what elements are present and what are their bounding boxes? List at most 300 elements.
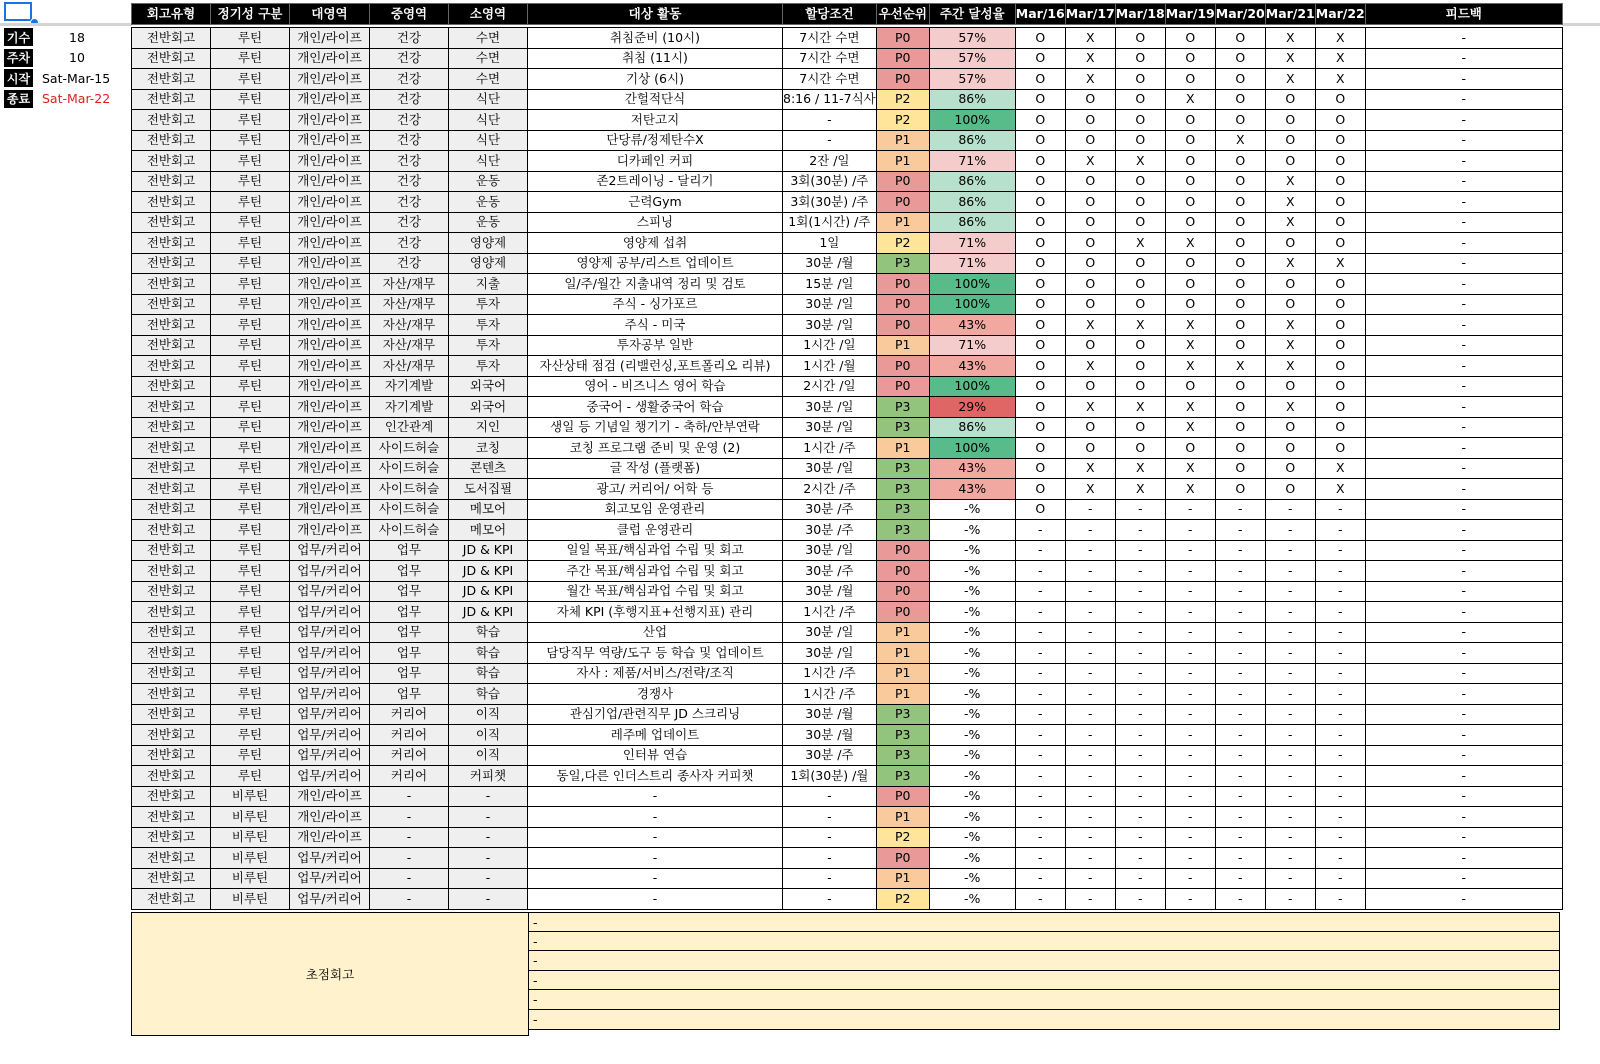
- day-cell[interactable]: X: [1315, 28, 1365, 49]
- day-cell[interactable]: -: [1015, 561, 1065, 582]
- activity-cell[interactable]: -: [528, 889, 783, 910]
- day-cell[interactable]: O: [1265, 151, 1315, 172]
- regularity-cell[interactable]: 비루틴: [211, 868, 290, 889]
- regularity-cell[interactable]: 루틴: [211, 274, 290, 295]
- condition-cell[interactable]: 30분 /월: [783, 253, 877, 274]
- major-area-cell[interactable]: 개인/라이프: [290, 315, 370, 336]
- activity-cell[interactable]: 생일 등 기념일 챙기기 - 축하/안부연락: [528, 417, 783, 438]
- feedback-cell[interactable]: -: [1365, 745, 1562, 766]
- mid-area-cell[interactable]: 자산/재무: [370, 294, 449, 315]
- regularity-cell[interactable]: 루틴: [211, 540, 290, 561]
- header-col-regularity[interactable]: 정기성 구분: [211, 4, 290, 25]
- major-area-cell[interactable]: 개인/라이프: [290, 786, 370, 807]
- condition-cell[interactable]: 2시간 /일: [783, 376, 877, 397]
- day-cell[interactable]: O: [1115, 69, 1165, 90]
- condition-cell[interactable]: 1일: [783, 233, 877, 254]
- day-cell[interactable]: -: [1015, 848, 1065, 869]
- day-cell[interactable]: -: [1115, 684, 1165, 705]
- priority-cell[interactable]: P1: [876, 643, 929, 664]
- activity-cell[interactable]: 동일,다른 인더스트리 종사자 커피챗: [528, 766, 783, 787]
- condition-cell[interactable]: 7시간 수면: [783, 48, 877, 69]
- feedback-cell[interactable]: -: [1365, 663, 1562, 684]
- day-cell[interactable]: O: [1215, 315, 1265, 336]
- regularity-cell[interactable]: 루틴: [211, 89, 290, 110]
- day-cell[interactable]: O: [1015, 130, 1065, 151]
- day-cell[interactable]: O: [1265, 130, 1315, 151]
- type-cell[interactable]: 전반회고: [132, 335, 211, 356]
- type-cell[interactable]: 전반회고: [132, 663, 211, 684]
- mid-area-cell[interactable]: 건강: [370, 28, 449, 49]
- regularity-cell[interactable]: 루틴: [211, 376, 290, 397]
- day-cell[interactable]: O: [1115, 130, 1165, 151]
- mid-area-cell[interactable]: 사이드허슬: [370, 479, 449, 500]
- day-cell[interactable]: O: [1015, 171, 1065, 192]
- weekly-rate-cell[interactable]: 86%: [929, 130, 1015, 151]
- day-cell[interactable]: -: [1015, 889, 1065, 910]
- minor-area-cell[interactable]: 투자: [449, 356, 528, 377]
- day-cell[interactable]: -: [1165, 520, 1215, 541]
- major-area-cell[interactable]: 업무/커리어: [290, 581, 370, 602]
- activity-cell[interactable]: -: [528, 848, 783, 869]
- condition-cell[interactable]: -: [783, 868, 877, 889]
- day-cell[interactable]: -: [1215, 540, 1265, 561]
- day-cell[interactable]: -: [1015, 745, 1065, 766]
- day-cell[interactable]: O: [1015, 417, 1065, 438]
- minor-area-cell[interactable]: 학습: [449, 643, 528, 664]
- feedback-cell[interactable]: -: [1365, 89, 1562, 110]
- day-cell[interactable]: -: [1315, 889, 1365, 910]
- minor-area-cell[interactable]: 메모어: [449, 499, 528, 520]
- type-cell[interactable]: 전반회고: [132, 356, 211, 377]
- day-cell[interactable]: O: [1215, 69, 1265, 90]
- weekly-rate-cell[interactable]: -%: [929, 848, 1015, 869]
- major-area-cell[interactable]: 개인/라이프: [290, 110, 370, 131]
- priority-cell[interactable]: P3: [876, 458, 929, 479]
- minor-area-cell[interactable]: 수면: [449, 48, 528, 69]
- mid-area-cell[interactable]: 건강: [370, 69, 449, 90]
- priority-cell[interactable]: P0: [876, 274, 929, 295]
- condition-cell[interactable]: 30분 /월: [783, 725, 877, 746]
- major-area-cell[interactable]: 개인/라이프: [290, 274, 370, 295]
- day-cell[interactable]: -: [1265, 684, 1315, 705]
- major-area-cell[interactable]: 업무/커리어: [290, 725, 370, 746]
- mid-area-cell[interactable]: 건강: [370, 192, 449, 213]
- day-cell[interactable]: -: [1315, 663, 1365, 684]
- mid-area-cell[interactable]: 업무: [370, 622, 449, 643]
- day-cell[interactable]: -: [1265, 827, 1315, 848]
- day-cell[interactable]: X: [1065, 479, 1115, 500]
- day-cell[interactable]: O: [1315, 315, 1365, 336]
- day-cell[interactable]: -: [1215, 807, 1265, 828]
- day-cell[interactable]: O: [1165, 110, 1215, 131]
- day-cell[interactable]: X: [1065, 69, 1115, 90]
- mid-area-cell[interactable]: -: [370, 827, 449, 848]
- day-cell[interactable]: O: [1115, 89, 1165, 110]
- major-area-cell[interactable]: 개인/라이프: [290, 89, 370, 110]
- condition-cell[interactable]: 30분 /일: [783, 294, 877, 315]
- day-cell[interactable]: O: [1215, 110, 1265, 131]
- day-cell[interactable]: X: [1065, 315, 1115, 336]
- type-cell[interactable]: 전반회고: [132, 89, 211, 110]
- regularity-cell[interactable]: 루틴: [211, 704, 290, 725]
- day-cell[interactable]: O: [1015, 356, 1065, 377]
- day-cell[interactable]: O: [1215, 479, 1265, 500]
- day-cell[interactable]: O: [1015, 315, 1065, 336]
- day-cell[interactable]: -: [1315, 540, 1365, 561]
- weekly-rate-cell[interactable]: 43%: [929, 458, 1015, 479]
- major-area-cell[interactable]: 업무/커리어: [290, 848, 370, 869]
- activity-cell[interactable]: 취침준비 (10시): [528, 28, 783, 49]
- feedback-cell[interactable]: -: [1365, 479, 1562, 500]
- priority-cell[interactable]: P2: [876, 889, 929, 910]
- priority-cell[interactable]: P2: [876, 110, 929, 131]
- major-area-cell[interactable]: 업무/커리어: [290, 868, 370, 889]
- major-area-cell[interactable]: 개인/라이프: [290, 130, 370, 151]
- major-area-cell[interactable]: 업무/커리어: [290, 684, 370, 705]
- day-cell[interactable]: O: [1165, 192, 1215, 213]
- day-cell[interactable]: -: [1115, 725, 1165, 746]
- regularity-cell[interactable]: 루틴: [211, 233, 290, 254]
- day-cell[interactable]: -: [1315, 704, 1365, 725]
- day-cell[interactable]: -: [1065, 827, 1115, 848]
- header-col-type[interactable]: 회고유형: [132, 4, 211, 25]
- activity-cell[interactable]: 주간 목표/핵심과업 수립 및 회고: [528, 561, 783, 582]
- day-cell[interactable]: O: [1265, 233, 1315, 254]
- regularity-cell[interactable]: 루틴: [211, 643, 290, 664]
- day-cell[interactable]: O: [1065, 417, 1115, 438]
- type-cell[interactable]: 전반회고: [132, 889, 211, 910]
- day-cell[interactable]: -: [1315, 643, 1365, 664]
- feedback-cell[interactable]: -: [1365, 171, 1562, 192]
- mid-area-cell[interactable]: 건강: [370, 151, 449, 172]
- info-value[interactable]: 18: [69, 29, 85, 45]
- day-cell[interactable]: X: [1115, 397, 1165, 418]
- day-cell[interactable]: O: [1065, 192, 1115, 213]
- condition-cell[interactable]: 3회(30분) /주: [783, 171, 877, 192]
- day-cell[interactable]: O: [1265, 417, 1315, 438]
- day-cell[interactable]: -: [1065, 725, 1115, 746]
- condition-cell[interactable]: 1회(30분) /월: [783, 766, 877, 787]
- day-cell[interactable]: O: [1015, 110, 1065, 131]
- day-cell[interactable]: O: [1115, 253, 1165, 274]
- day-cell[interactable]: X: [1265, 192, 1315, 213]
- type-cell[interactable]: 전반회고: [132, 253, 211, 274]
- header-col-mar17[interactable]: Mar/17: [1065, 4, 1115, 25]
- type-cell[interactable]: 전반회고: [132, 397, 211, 418]
- condition-cell[interactable]: 7시간 수면: [783, 28, 877, 49]
- day-cell[interactable]: -: [1215, 725, 1265, 746]
- type-cell[interactable]: 전반회고: [132, 151, 211, 172]
- day-cell[interactable]: -: [1265, 561, 1315, 582]
- priority-cell[interactable]: P3: [876, 766, 929, 787]
- activity-cell[interactable]: 클럽 운영관리: [528, 520, 783, 541]
- feedback-cell[interactable]: -: [1365, 602, 1562, 623]
- minor-area-cell[interactable]: 도서집필: [449, 479, 528, 500]
- day-cell[interactable]: -: [1265, 807, 1315, 828]
- weekly-rate-cell[interactable]: -%: [929, 643, 1015, 664]
- day-cell[interactable]: X: [1165, 89, 1215, 110]
- regularity-cell[interactable]: 루틴: [211, 356, 290, 377]
- regularity-cell[interactable]: 루틴: [211, 622, 290, 643]
- activity-cell[interactable]: 기상 (6시): [528, 69, 783, 90]
- day-cell[interactable]: -: [1115, 848, 1165, 869]
- day-cell[interactable]: O: [1315, 397, 1365, 418]
- header-col-major-area[interactable]: 대영역: [290, 4, 370, 25]
- type-cell[interactable]: 전반회고: [132, 643, 211, 664]
- day-cell[interactable]: X: [1265, 253, 1315, 274]
- day-cell[interactable]: O: [1215, 212, 1265, 233]
- minor-area-cell[interactable]: 투자: [449, 315, 528, 336]
- activity-cell[interactable]: 주식 - 싱가포르: [528, 294, 783, 315]
- weekly-rate-cell[interactable]: -%: [929, 581, 1015, 602]
- mid-area-cell[interactable]: 자산/재무: [370, 274, 449, 295]
- feedback-cell[interactable]: -: [1365, 212, 1562, 233]
- day-cell[interactable]: X: [1165, 233, 1215, 254]
- day-cell[interactable]: -: [1065, 602, 1115, 623]
- regularity-cell[interactable]: 루틴: [211, 766, 290, 787]
- day-cell[interactable]: X: [1265, 335, 1315, 356]
- mid-area-cell[interactable]: 커리어: [370, 725, 449, 746]
- day-cell[interactable]: -: [1165, 848, 1215, 869]
- feedback-cell[interactable]: -: [1365, 704, 1562, 725]
- mid-area-cell[interactable]: 커리어: [370, 766, 449, 787]
- mid-area-cell[interactable]: -: [370, 868, 449, 889]
- day-cell[interactable]: -: [1065, 643, 1115, 664]
- focus-line[interactable]: -: [528, 1010, 1560, 1030]
- minor-area-cell[interactable]: JD & KPI: [449, 581, 528, 602]
- condition-cell[interactable]: 1시간 /주: [783, 684, 877, 705]
- type-cell[interactable]: 전반회고: [132, 315, 211, 336]
- type-cell[interactable]: 전반회고: [132, 233, 211, 254]
- feedback-cell[interactable]: -: [1365, 110, 1562, 131]
- day-cell[interactable]: X: [1065, 28, 1115, 49]
- mid-area-cell[interactable]: 자산/재무: [370, 356, 449, 377]
- day-cell[interactable]: -: [1065, 704, 1115, 725]
- major-area-cell[interactable]: 개인/라이프: [290, 48, 370, 69]
- day-cell[interactable]: X: [1265, 69, 1315, 90]
- priority-cell[interactable]: P0: [876, 540, 929, 561]
- day-cell[interactable]: -: [1015, 622, 1065, 643]
- day-cell[interactable]: O: [1315, 212, 1365, 233]
- regularity-cell[interactable]: 루틴: [211, 520, 290, 541]
- regularity-cell[interactable]: 루틴: [211, 417, 290, 438]
- day-cell[interactable]: X: [1315, 253, 1365, 274]
- condition-cell[interactable]: 1시간 /주: [783, 663, 877, 684]
- type-cell[interactable]: 전반회고: [132, 786, 211, 807]
- day-cell[interactable]: -: [1065, 848, 1115, 869]
- day-cell[interactable]: -: [1165, 786, 1215, 807]
- feedback-cell[interactable]: -: [1365, 786, 1562, 807]
- condition-cell[interactable]: 30분 /일: [783, 417, 877, 438]
- day-cell[interactable]: X: [1265, 28, 1315, 49]
- regularity-cell[interactable]: 루틴: [211, 253, 290, 274]
- day-cell[interactable]: O: [1115, 28, 1165, 49]
- minor-area-cell[interactable]: 영양제: [449, 253, 528, 274]
- day-cell[interactable]: -: [1265, 704, 1315, 725]
- day-cell[interactable]: -: [1015, 725, 1065, 746]
- day-cell[interactable]: X: [1315, 479, 1365, 500]
- day-cell[interactable]: X: [1265, 315, 1315, 336]
- mid-area-cell[interactable]: 커리어: [370, 745, 449, 766]
- condition-cell[interactable]: -: [783, 889, 877, 910]
- regularity-cell[interactable]: 루틴: [211, 110, 290, 131]
- condition-cell[interactable]: -: [783, 827, 877, 848]
- day-cell[interactable]: O: [1065, 89, 1115, 110]
- day-cell[interactable]: O: [1315, 151, 1365, 172]
- weekly-rate-cell[interactable]: -%: [929, 561, 1015, 582]
- feedback-cell[interactable]: -: [1365, 233, 1562, 254]
- minor-area-cell[interactable]: 영양제: [449, 233, 528, 254]
- day-cell[interactable]: O: [1165, 376, 1215, 397]
- day-cell[interactable]: -: [1165, 622, 1215, 643]
- day-cell[interactable]: -: [1215, 848, 1265, 869]
- regularity-cell[interactable]: 루틴: [211, 315, 290, 336]
- header-col-mar20[interactable]: Mar/20: [1215, 4, 1265, 25]
- mid-area-cell[interactable]: 사이드허슬: [370, 520, 449, 541]
- condition-cell[interactable]: 2잔 /일: [783, 151, 877, 172]
- condition-cell[interactable]: 1시간 /월: [783, 356, 877, 377]
- regularity-cell[interactable]: 루틴: [211, 335, 290, 356]
- condition-cell[interactable]: 30분 /일: [783, 643, 877, 664]
- day-cell[interactable]: O: [1065, 110, 1115, 131]
- day-cell[interactable]: O: [1115, 48, 1165, 69]
- day-cell[interactable]: O: [1265, 479, 1315, 500]
- priority-cell[interactable]: P0: [876, 171, 929, 192]
- day-cell[interactable]: -: [1115, 602, 1165, 623]
- day-cell[interactable]: -: [1265, 622, 1315, 643]
- major-area-cell[interactable]: 개인/라이프: [290, 499, 370, 520]
- day-cell[interactable]: O: [1015, 28, 1065, 49]
- day-cell[interactable]: -: [1015, 766, 1065, 787]
- weekly-rate-cell[interactable]: 100%: [929, 110, 1015, 131]
- day-cell[interactable]: -: [1115, 704, 1165, 725]
- day-cell[interactable]: X: [1115, 233, 1165, 254]
- condition-cell[interactable]: 1시간 /일: [783, 335, 877, 356]
- day-cell[interactable]: -: [1265, 643, 1315, 664]
- major-area-cell[interactable]: 업무/커리어: [290, 561, 370, 582]
- day-cell[interactable]: -: [1165, 684, 1215, 705]
- day-cell[interactable]: O: [1315, 438, 1365, 459]
- day-cell[interactable]: O: [1215, 253, 1265, 274]
- activity-cell[interactable]: -: [528, 868, 783, 889]
- day-cell[interactable]: -: [1165, 725, 1215, 746]
- day-cell[interactable]: -: [1165, 827, 1215, 848]
- type-cell[interactable]: 전반회고: [132, 294, 211, 315]
- day-cell[interactable]: O: [1265, 376, 1315, 397]
- major-area-cell[interactable]: 개인/라이프: [290, 212, 370, 233]
- weekly-rate-cell[interactable]: -%: [929, 520, 1015, 541]
- major-area-cell[interactable]: 개인/라이프: [290, 233, 370, 254]
- day-cell[interactable]: -: [1065, 745, 1115, 766]
- priority-cell[interactable]: P0: [876, 848, 929, 869]
- day-cell[interactable]: O: [1265, 274, 1315, 295]
- mid-area-cell[interactable]: -: [370, 786, 449, 807]
- weekly-rate-cell[interactable]: 43%: [929, 356, 1015, 377]
- header-col-feedback[interactable]: 피드백: [1365, 4, 1562, 25]
- weekly-rate-cell[interactable]: -%: [929, 704, 1015, 725]
- weekly-rate-cell[interactable]: 71%: [929, 253, 1015, 274]
- regularity-cell[interactable]: 비루틴: [211, 807, 290, 828]
- day-cell[interactable]: -: [1265, 745, 1315, 766]
- weekly-rate-cell[interactable]: -%: [929, 807, 1015, 828]
- condition-cell[interactable]: -: [783, 786, 877, 807]
- type-cell[interactable]: 전반회고: [132, 581, 211, 602]
- day-cell[interactable]: O: [1215, 417, 1265, 438]
- day-cell[interactable]: X: [1165, 458, 1215, 479]
- minor-area-cell[interactable]: 식단: [449, 151, 528, 172]
- major-area-cell[interactable]: 개인/라이프: [290, 458, 370, 479]
- minor-area-cell[interactable]: JD & KPI: [449, 602, 528, 623]
- weekly-rate-cell[interactable]: -%: [929, 499, 1015, 520]
- type-cell[interactable]: 전반회고: [132, 540, 211, 561]
- weekly-rate-cell[interactable]: 29%: [929, 397, 1015, 418]
- weekly-rate-cell[interactable]: 100%: [929, 274, 1015, 295]
- minor-area-cell[interactable]: -: [449, 889, 528, 910]
- minor-area-cell[interactable]: 학습: [449, 684, 528, 705]
- activity-cell[interactable]: 디카페인 커피: [528, 151, 783, 172]
- day-cell[interactable]: -: [1165, 745, 1215, 766]
- day-cell[interactable]: X: [1115, 479, 1165, 500]
- activity-cell[interactable]: 레주메 업데이트: [528, 725, 783, 746]
- feedback-cell[interactable]: -: [1365, 561, 1562, 582]
- priority-cell[interactable]: P2: [876, 827, 929, 848]
- feedback-cell[interactable]: -: [1365, 69, 1562, 90]
- regularity-cell[interactable]: 루틴: [211, 212, 290, 233]
- day-cell[interactable]: -: [1165, 663, 1215, 684]
- regularity-cell[interactable]: 비루틴: [211, 848, 290, 869]
- day-cell[interactable]: -: [1065, 766, 1115, 787]
- day-cell[interactable]: O: [1165, 151, 1215, 172]
- minor-area-cell[interactable]: -: [449, 848, 528, 869]
- major-area-cell[interactable]: 업무/커리어: [290, 602, 370, 623]
- day-cell[interactable]: X: [1165, 417, 1215, 438]
- mid-area-cell[interactable]: 건강: [370, 253, 449, 274]
- condition-cell[interactable]: 30분 /일: [783, 622, 877, 643]
- priority-cell[interactable]: P1: [876, 807, 929, 828]
- day-cell[interactable]: -: [1065, 622, 1115, 643]
- day-cell[interactable]: -: [1265, 540, 1315, 561]
- mid-area-cell[interactable]: 건강: [370, 171, 449, 192]
- day-cell[interactable]: O: [1015, 151, 1065, 172]
- mid-area-cell[interactable]: 자기계발: [370, 376, 449, 397]
- feedback-cell[interactable]: -: [1365, 827, 1562, 848]
- regularity-cell[interactable]: 루틴: [211, 499, 290, 520]
- feedback-cell[interactable]: -: [1365, 622, 1562, 643]
- condition-cell[interactable]: 7시간 수면: [783, 69, 877, 90]
- mid-area-cell[interactable]: 건강: [370, 233, 449, 254]
- day-cell[interactable]: O: [1065, 212, 1115, 233]
- minor-area-cell[interactable]: 지출: [449, 274, 528, 295]
- priority-cell[interactable]: P0: [876, 294, 929, 315]
- day-cell[interactable]: O: [1065, 130, 1115, 151]
- feedback-cell[interactable]: -: [1365, 397, 1562, 418]
- condition-cell[interactable]: 30분 /일: [783, 397, 877, 418]
- type-cell[interactable]: 전반회고: [132, 807, 211, 828]
- mid-area-cell[interactable]: 사이드허슬: [370, 438, 449, 459]
- day-cell[interactable]: O: [1265, 110, 1315, 131]
- major-area-cell[interactable]: 업무/커리어: [290, 540, 370, 561]
- day-cell[interactable]: -: [1215, 581, 1265, 602]
- weekly-rate-cell[interactable]: 86%: [929, 192, 1015, 213]
- day-cell[interactable]: -: [1315, 684, 1365, 705]
- regularity-cell[interactable]: 루틴: [211, 28, 290, 49]
- major-area-cell[interactable]: 개인/라이프: [290, 69, 370, 90]
- day-cell[interactable]: -: [1065, 684, 1115, 705]
- activity-cell[interactable]: 영어 - 비즈니스 영어 학습: [528, 376, 783, 397]
- major-area-cell[interactable]: 업무/커리어: [290, 745, 370, 766]
- priority-cell[interactable]: P1: [876, 663, 929, 684]
- day-cell[interactable]: -: [1215, 643, 1265, 664]
